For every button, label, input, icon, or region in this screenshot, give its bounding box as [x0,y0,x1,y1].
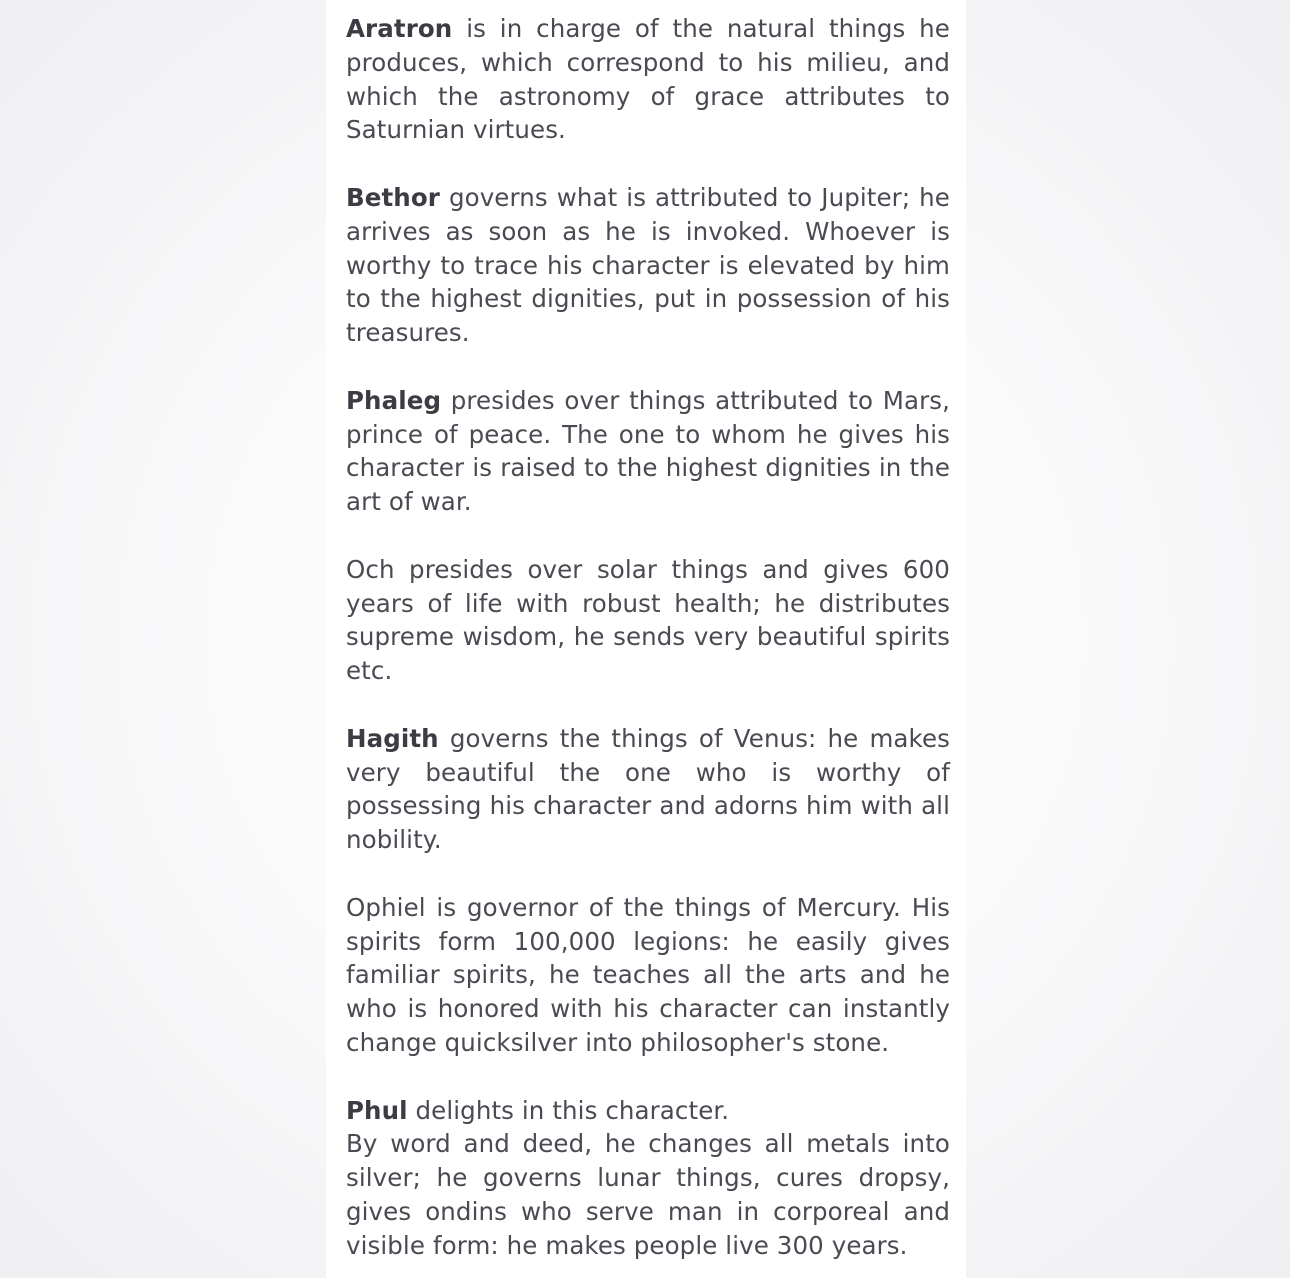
paragraph-bethor [346,181,950,350]
document-page [326,0,966,1278]
paragraph-phaleg [346,384,950,519]
spirit-name-bethor: Bethor [346,182,440,212]
document-text [346,12,950,1262]
paragraph-och-text: Och presides over solar things and gives 600 years of life with robust health; he distributes supreme wisdom, he sends very beautiful spirits etc. [346,554,950,686]
paragraph-ophiel-text: Ophiel is governor of the things of Mercury. His spirits form 100,000 legions: he easily gives familiar spirits, he teaches all the arts and he who is honored with his character can instantly change quicksilver into philosopher's stone. [346,892,950,1057]
spirit-name-aratron: Aratron [346,14,453,43]
paragraph-ophiel [346,891,950,1060]
spirit-name-phaleg: Phaleg [346,385,442,415]
paragraph-bethor-text: governs what is attributed to Jupiter; he arrives as soon as he is invoked. Whoever is worthy to trace his character is elevated by him to the highest dignities, put in possession of his treasures. [346,182,950,348]
paragraph-phaleg-text: presides over things attributed to Mars, prince of peace. The one to whom he gives his character is raised to the highest dignities in the art of war. [346,385,950,517]
paragraph-phul-continuation: By word and deed, he changes all metals into silver; he governs lunar things, cures dropsy, gives ondins who serve man in corporeal and visible form: he makes people live 300 years. [346,1129,950,1260]
paragraph-och [346,553,950,688]
paragraph-phul [346,1094,950,1263]
spirit-name-hagith: Hagith [346,723,439,753]
paragraph-hagith [346,722,950,857]
paragraph-phul-text: delights in this character. [407,1095,730,1125]
paragraph-hagith-text: governs the things of Venus: he makes very beautiful the one who is worthy of possessing his character and adorns him with all nobility. [346,723,950,855]
paragraph-aratron [346,12,950,147]
spirit-name-phul: Phul [346,1095,408,1125]
paragraph-aratron-text: is in charge of the natural things he produces, which correspond to his milieu, and which the astronomy of grace attributes to Saturnian virtues. [346,14,950,145]
